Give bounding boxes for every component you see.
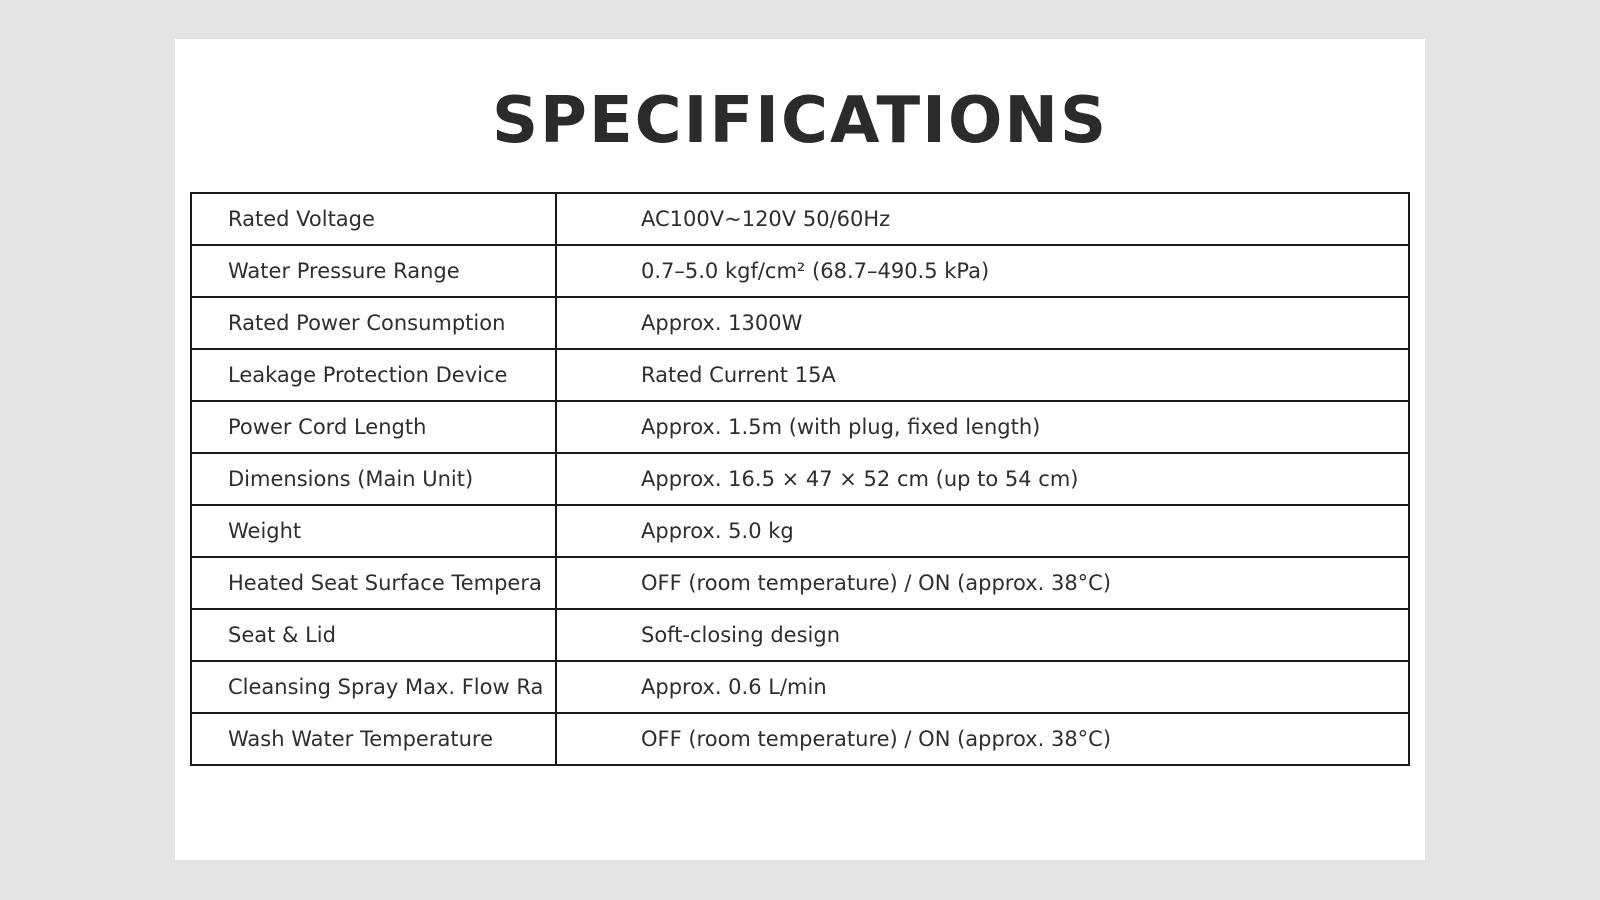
spec-value-cell bbox=[556, 349, 1409, 401]
spec-label: Wash Water Temperature bbox=[228, 727, 493, 751]
spec-label: Seat & Lid bbox=[228, 623, 336, 647]
spec-value-cell bbox=[556, 453, 1409, 505]
spec-value-cell bbox=[556, 193, 1409, 245]
table-row bbox=[191, 609, 1409, 661]
table-row bbox=[191, 713, 1409, 765]
spec-value-cell bbox=[556, 609, 1409, 661]
spec-value: Rated Current 15A bbox=[641, 363, 836, 387]
spec-value: 0.7–5.0 kgf/cm² (68.7–490.5 kPa) bbox=[641, 259, 990, 283]
spec-value: AC100V~120V 50/60Hz bbox=[641, 207, 891, 231]
spec-label-cell bbox=[191, 245, 556, 297]
spec-value-cell bbox=[556, 557, 1409, 609]
spec-label-cell bbox=[191, 297, 556, 349]
table-row bbox=[191, 297, 1409, 349]
spec-label-cell bbox=[191, 453, 556, 505]
table-row bbox=[191, 193, 1409, 245]
spec-value-cell bbox=[556, 245, 1409, 297]
spec-value: Approx. 1.5m (with plug, fixed length) bbox=[641, 415, 1041, 439]
spec-label: Leakage Protection Device bbox=[228, 363, 508, 387]
spec-value: Soft-closing design bbox=[641, 623, 840, 647]
spec-value-cell bbox=[556, 297, 1409, 349]
spec-value: Approx. 1300W bbox=[641, 311, 803, 335]
spec-label: Cleansing Spray Max. Flow Ra bbox=[228, 675, 544, 699]
table-row bbox=[191, 401, 1409, 453]
table-row bbox=[191, 557, 1409, 609]
spec-value: Approx. 16.5 × 47 × 52 cm (up to 54 cm) bbox=[641, 467, 1079, 491]
spec-label: Water Pressure Range bbox=[228, 259, 460, 283]
spec-label-cell bbox=[191, 609, 556, 661]
spec-label: Power Cord Length bbox=[228, 415, 427, 439]
table-row bbox=[191, 453, 1409, 505]
page-title: SPECIFICATIONS bbox=[491, 84, 1109, 158]
spec-label-cell bbox=[191, 713, 556, 765]
spec-label-cell bbox=[191, 193, 556, 245]
spec-label: Rated Voltage bbox=[228, 207, 375, 231]
spec-table bbox=[190, 192, 1410, 766]
spec-value: OFF (room temperature) / ON (approx. 38°C) bbox=[641, 727, 1112, 751]
spec-value-cell bbox=[556, 401, 1409, 453]
spec-value: Approx. 0.6 L/min bbox=[641, 675, 827, 699]
spec-value: Approx. 5.0 kg bbox=[641, 519, 794, 543]
spec-label-cell bbox=[191, 505, 556, 557]
spec-value-cell bbox=[556, 661, 1409, 713]
spec-value-cell bbox=[556, 713, 1409, 765]
spec-label: Dimensions (Main Unit) bbox=[228, 467, 474, 491]
spec-label-cell bbox=[191, 557, 556, 609]
spec-label-cell bbox=[191, 401, 556, 453]
spec-label: Heated Seat Surface Tempera bbox=[228, 571, 542, 595]
table-row bbox=[191, 661, 1409, 713]
spec-label: Rated Power Consumption bbox=[228, 311, 506, 335]
table-row bbox=[191, 505, 1409, 557]
spec-label: Weight bbox=[228, 519, 302, 543]
table-row bbox=[191, 245, 1409, 297]
spec-value: OFF (room temperature) / ON (approx. 38°C) bbox=[641, 571, 1112, 595]
table-row bbox=[191, 349, 1409, 401]
spec-label-cell bbox=[191, 349, 556, 401]
spec-label-cell bbox=[191, 661, 556, 713]
spec-value-cell bbox=[556, 505, 1409, 557]
